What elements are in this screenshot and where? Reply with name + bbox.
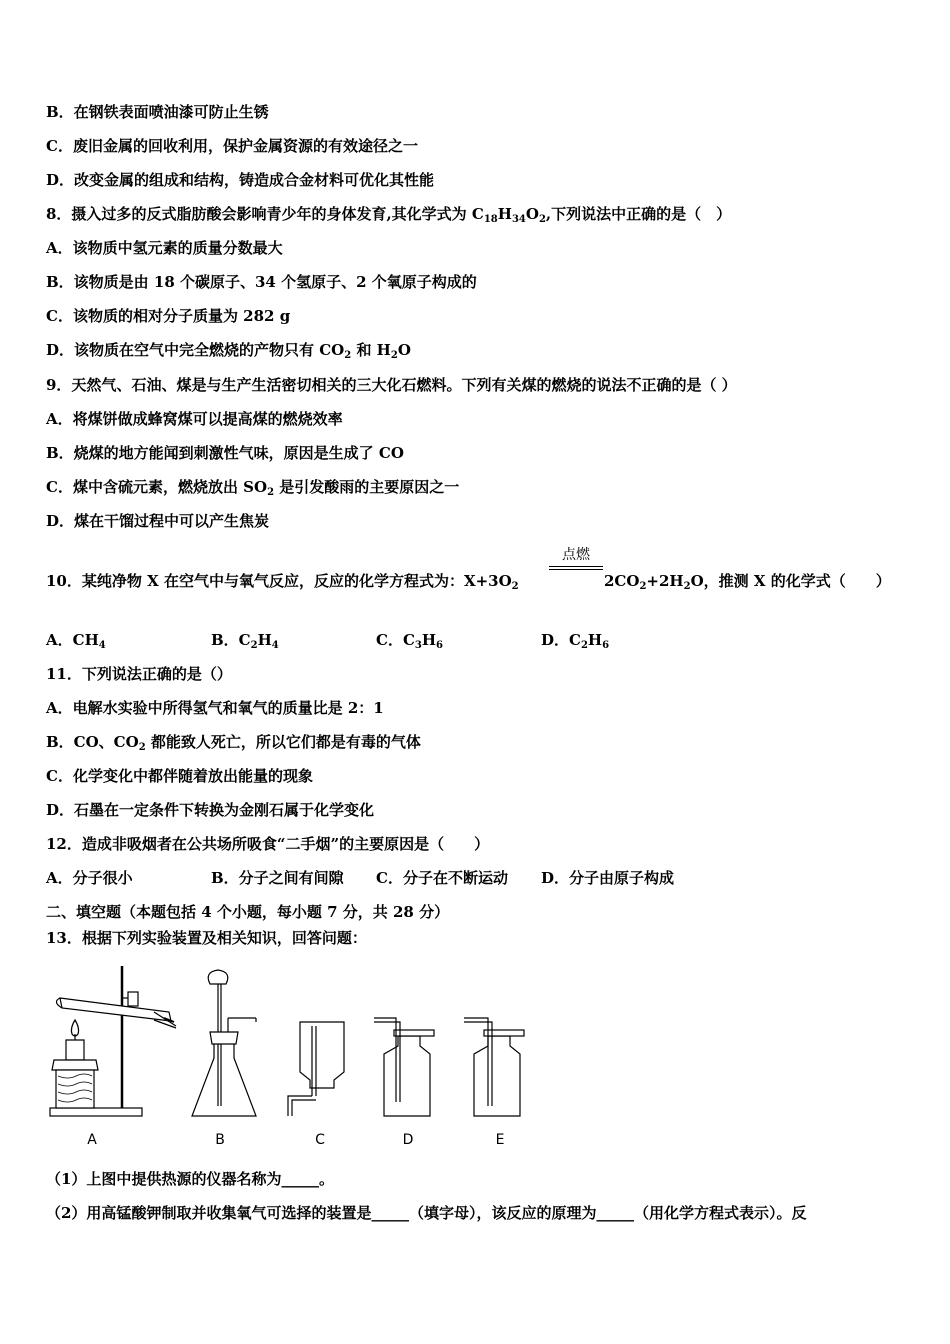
option-10c: C．$C_3H_6$ bbox=[376, 631, 444, 651]
option-7b: B．在钢铁表面喷油漆可防止生锈 bbox=[46, 103, 269, 121]
label-c: C bbox=[315, 1132, 325, 1148]
option-10a: A．$CH_4$ bbox=[46, 631, 106, 651]
reaction-condition: 点燃 bbox=[562, 547, 590, 563]
lab-apparatus-figure bbox=[44, 962, 544, 1152]
option-12c: C．分子在不断运动 bbox=[376, 869, 508, 887]
option-7d: D．改变金属的组成和结构，铸造成合金材料可优化其性能 bbox=[46, 171, 435, 189]
section-heading: 二、填空题（本题包括 4 个小题，每小题 7 分，共 28 分） bbox=[46, 903, 450, 921]
option-11b: B．CO、$CO_2$ 都能致人死亡，所以它们都是有毒的气体 bbox=[46, 733, 421, 753]
label-a: A bbox=[87, 1132, 97, 1148]
option-10b: B．$C_2H_4$ bbox=[211, 631, 279, 651]
apparatus-d bbox=[374, 1018, 434, 1116]
question-12-stem: 12．造成非吸烟者在公共场所吸食“二手烟”的主要原因是（ ） bbox=[46, 835, 490, 853]
option-11c: C．化学变化中都伴随着放出能量的现象 bbox=[46, 767, 313, 785]
equation-bar-bottom bbox=[549, 569, 603, 570]
question-13-part-1: （1）上图中提供热源的仪器名称为_____。 bbox=[46, 1170, 334, 1188]
apparatus-a bbox=[50, 966, 176, 1116]
apparatus-b bbox=[192, 970, 256, 1116]
question-10-stem: 10．某纯净物 X 在空气中与氧气反应，反应的化学方程式为：$X+3O_2$ bbox=[46, 572, 519, 592]
option-8c: C．该物质的相对分子质量为 282 g bbox=[46, 307, 291, 325]
option-11a: A．电解水实验中所得氢气和氧气的质量比是 2：1 bbox=[46, 699, 384, 717]
option-7c: C．废旧金属的回收利用，保护金属资源的有效途径之一 bbox=[46, 137, 418, 155]
question-10-equation-rest: $2CO_2+2H_2O$，推测 X 的化学式（ ） bbox=[604, 572, 891, 592]
option-9a: A．将煤饼做成蜂窝煤可以提高煤的燃烧效率 bbox=[46, 410, 343, 428]
option-9c: C．煤中含硫元素，燃烧放出 $SO_2$ 是引发酸雨的主要原因之一 bbox=[46, 478, 460, 498]
equation-bar-top bbox=[549, 566, 603, 567]
option-12a: A．分子很小 bbox=[46, 869, 133, 887]
label-b: B bbox=[215, 1132, 225, 1148]
option-9b: B．烧煤的地方能闻到刺激性气味，原因是生成了 CO bbox=[46, 444, 404, 462]
option-8a: A．该物质中氢元素的质量分数最大 bbox=[46, 239, 283, 257]
question-11-stem: 11．下列说法正确的是（） bbox=[46, 665, 232, 683]
label-e: E bbox=[495, 1132, 505, 1148]
label-d: D bbox=[402, 1132, 414, 1148]
apparatus-e bbox=[464, 1018, 524, 1116]
option-12d: D．分子由原子构成 bbox=[541, 869, 675, 887]
question-8-stem: 8．摄入过多的反式脂肪酸会影响青少年的身体发育,其化学式为 $C_{18}H_{34}O_2$,下列说法中正确的是（ ） bbox=[46, 205, 732, 225]
option-12b: B．分子之间有间隙 bbox=[211, 869, 344, 887]
question-13-part-2: （2）用高锰酸钾制取并收集氧气可选择的装置是_____（填字母），该反应的原理为_____（用化学方程式表示）。反 bbox=[46, 1204, 807, 1222]
option-11d: D．石墨在一定条件下转换为金刚石属于化学变化 bbox=[46, 801, 375, 819]
option-8b: B．该物质是由 18 个碳原子、34 个氢原子、2 个氧原子构成的 bbox=[46, 273, 477, 291]
apparatus-c bbox=[288, 1022, 344, 1116]
option-8d: D．该物质在空气中完全燃烧的产物只有 $CO_2$ 和 $H_2O$ bbox=[46, 341, 411, 361]
option-10d: D．$C_2H_6$ bbox=[541, 631, 610, 651]
question-13-stem: 13．根据下列实验装置及相关知识，回答问题： bbox=[46, 929, 367, 947]
question-9-stem: 9．天然气、石油、煤是与生产生活密切相关的三大化石燃料。下列有关煤的燃烧的说法不正确的是（ ） bbox=[46, 376, 737, 394]
option-9d: D．煤在干馏过程中可以产生焦炭 bbox=[46, 512, 270, 530]
